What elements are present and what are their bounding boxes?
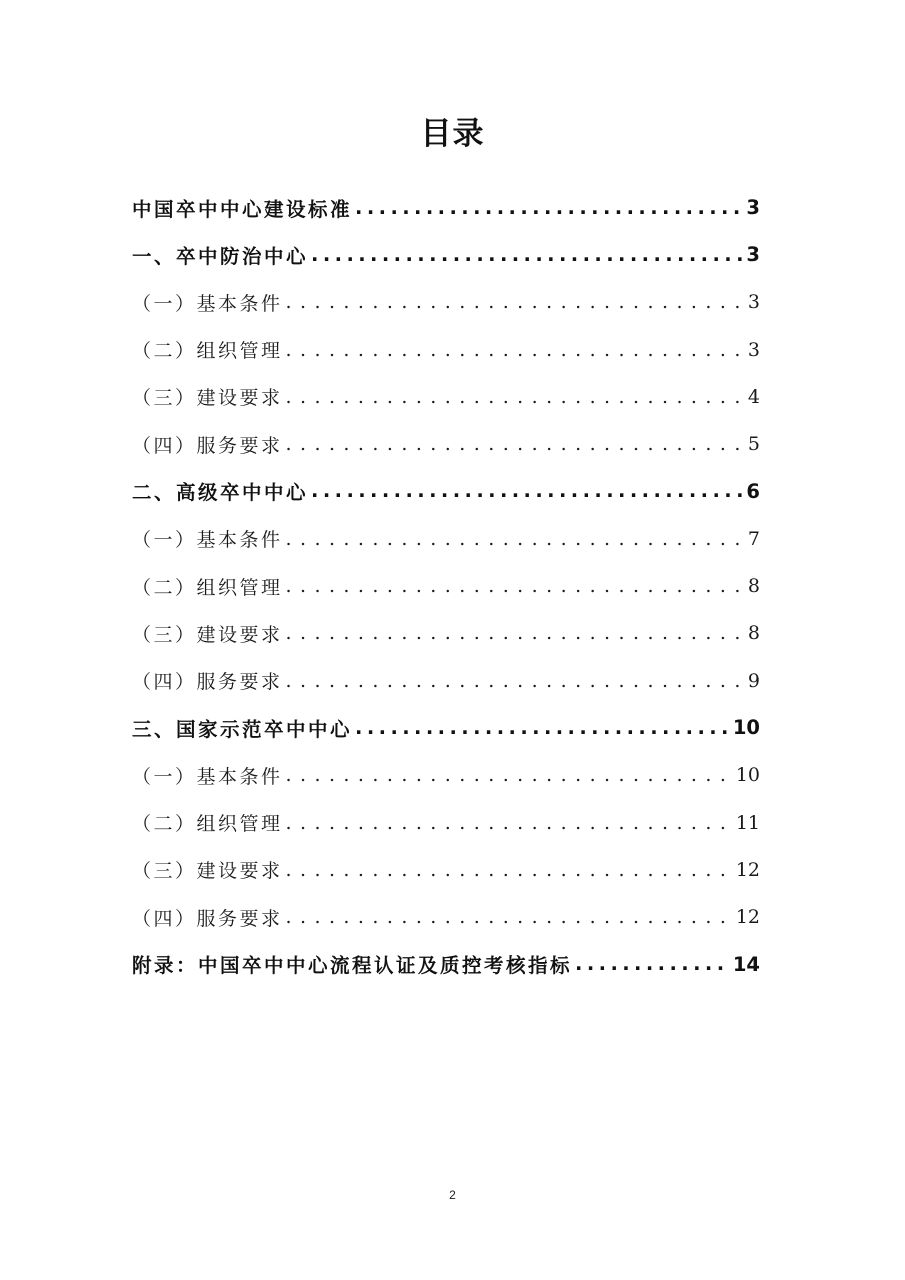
toc-entry-section-1-basic[interactable] (132, 279, 760, 326)
toc-entry-appendix[interactable] (132, 941, 760, 988)
toc-entry-label: （一）基本条件 (132, 529, 283, 552)
toc-entry-section-1-service[interactable] (132, 420, 760, 467)
toc-page-number: 3 (747, 291, 760, 314)
toc-dot-leader (286, 340, 745, 360)
toc-page-number: 6 (746, 479, 760, 503)
toc-entry-label: （四）服务要求 (132, 907, 283, 930)
toc-entry-section-1[interactable] (132, 231, 760, 278)
toc-entry-section-1-build[interactable] (132, 373, 760, 420)
toc-dot-leader (311, 481, 743, 501)
toc-page-number: 12 (735, 858, 760, 881)
toc-dot-leader (286, 813, 733, 833)
toc-page-number: 5 (747, 433, 760, 456)
toc-entry-label: （二）组织管理 (132, 340, 283, 363)
toc-entry-label: （三）建设要求 (132, 860, 283, 883)
toc-page-number: 12 (735, 906, 760, 929)
toc-page-number: 10 (735, 764, 760, 787)
toc-entry-label: 一、卒中防治中心 (132, 244, 309, 268)
toc-dot-leader (286, 907, 733, 927)
toc-page-number: 14 (732, 952, 760, 976)
toc-entry-section-2-org[interactable] (132, 562, 760, 609)
toc-entry-section-3-org[interactable] (132, 799, 760, 846)
table-of-contents (132, 184, 760, 988)
toc-dot-leader (286, 860, 733, 880)
toc-dot-leader (355, 718, 730, 738)
toc-entry-label: 附录：中国卒中中心流程认证及质控考核指标 (132, 954, 573, 978)
toc-dot-leader (286, 671, 745, 691)
toc-entry-label: 三、国家示范卒中中心 (132, 717, 353, 741)
toc-entry-label: （四）服务要求 (132, 671, 283, 694)
toc-dot-leader (575, 954, 730, 974)
toc-page-number: 9 (747, 669, 760, 692)
page-title: 目录 (420, 116, 485, 152)
toc-dot-leader (355, 198, 743, 218)
toc-dot-leader (311, 245, 743, 265)
toc-entry-section-2-basic[interactable] (132, 515, 760, 562)
toc-page-number: 8 (747, 575, 760, 598)
toc-entry-label: （三）建设要求 (132, 623, 283, 646)
toc-entry-label: （三）建设要求 (132, 387, 283, 410)
toc-dot-leader (286, 529, 745, 549)
toc-page-number: 3 (746, 243, 760, 267)
toc-entry-label: 二、高级卒中中心 (132, 481, 309, 505)
toc-entry-section-3-service[interactable] (132, 893, 760, 940)
toc-entry-section-1-org[interactable] (132, 326, 760, 373)
toc-entry-section-2[interactable] (132, 468, 760, 515)
toc-entry-label: （一）基本条件 (132, 292, 283, 315)
toc-entry-section-2-service[interactable] (132, 657, 760, 704)
toc-entry-label: （四）服务要求 (132, 434, 283, 457)
toc-entry-label: （一）基本条件 (132, 765, 283, 788)
toc-dot-leader (286, 292, 745, 312)
toc-entry-label: 中国卒中中心建设标准 (132, 197, 353, 221)
toc-entry-section-3[interactable] (132, 704, 760, 751)
toc-entry-section-3-build[interactable] (132, 846, 760, 893)
toc-dot-leader (286, 387, 745, 407)
toc-entry-section-3-basic[interactable] (132, 752, 760, 799)
toc-page-number: 3 (747, 338, 760, 361)
toc-page-number: 4 (747, 385, 760, 408)
toc-dot-leader (286, 576, 745, 596)
toc-entry-label: （二）组织管理 (132, 813, 283, 835)
toc-page-number: 10 (732, 716, 760, 740)
toc-dot-leader (286, 765, 733, 785)
toc-dot-leader (286, 623, 745, 643)
page-footer-number: 2 (449, 1188, 456, 1202)
toc-entry-section-2-build[interactable] (132, 610, 760, 657)
toc-page-number: 8 (747, 622, 760, 645)
toc-page-number: 3 (746, 196, 760, 220)
toc-entry-label: （二）组织管理 (132, 576, 283, 599)
toc-entry-standard[interactable] (132, 184, 760, 231)
toc-page-number: 7 (747, 527, 760, 550)
toc-dot-leader (286, 434, 745, 454)
toc-page-number: 11 (735, 811, 760, 834)
